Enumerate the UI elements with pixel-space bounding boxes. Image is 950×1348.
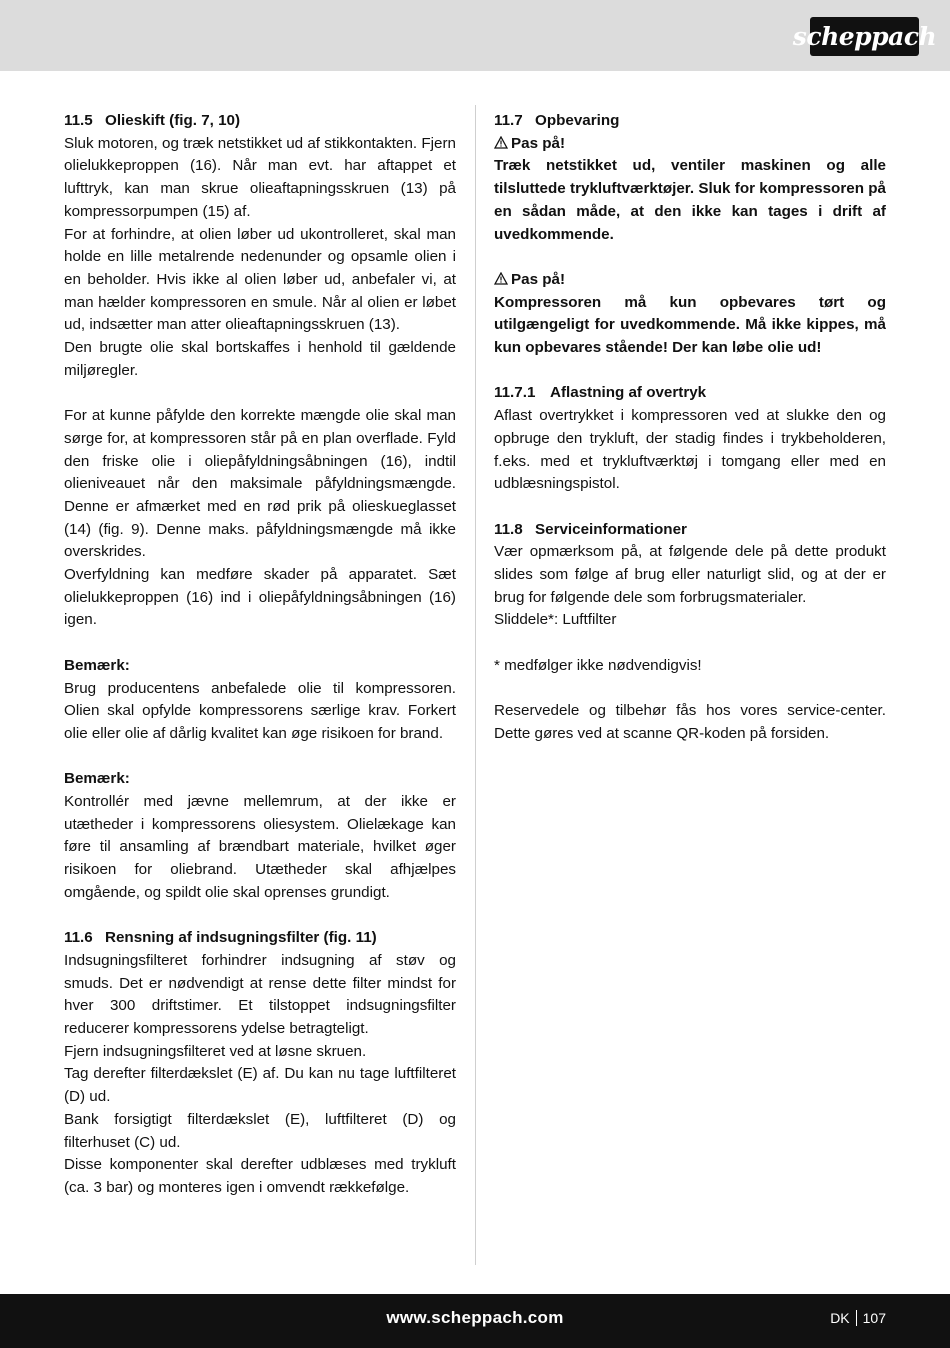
section-number: 11.5: [64, 112, 93, 129]
section-heading-11-7: [494, 110, 886, 133]
paragraph: Indsugningsfilteret forhindrer indsugning af støv og smuds. Det er nødvendigt at rense dette filter mindst for hver 300 driftstimer. Et tilstoppet indsugningsfilter reducerer kompressorens ydelse betragteligt.: [64, 951, 456, 1038]
paragraph: Den brugte olie skal bortskaffes i henhold til gældende miljøregler.: [64, 339, 456, 379]
column-divider: [475, 105, 476, 1265]
paragraph: * medfølger ikke nødvendigvis!: [494, 656, 702, 674]
warning-heading: [494, 133, 886, 156]
section-title: Opbevaring: [535, 112, 620, 129]
paragraph: Overfyldning kan medføre skader på apparatet. Sæt olielukkeproppen (16) ind i oliepåfyldningsåbningen (16) igen.: [64, 566, 456, 629]
paragraph: Reservedele og tilbehør fås hos vores service-center. Dette gøres ved at scanne QR-koden på forsiden.: [494, 702, 886, 742]
paragraph: Tag derefter filterdækslet (E) af. Du kan nu tage luftfilteret (D) ud.: [64, 1065, 456, 1106]
section-title: Olieskift (fig. 7, 10): [105, 112, 241, 129]
note-label: Bemærk:: [64, 656, 130, 674]
warning-text: Træk netstikket ud, ventiler maskinen og alle tilsluttede trykluftværktøjer. Sluk for kompressoren på en sådan måde, at den ikke kan tages i drift af uvedkommende.: [494, 157, 886, 243]
section-heading-11-6: [64, 927, 456, 950]
warning-triangle-icon: [494, 133, 511, 156]
note-text: Brug producentens anbefalede olie til kompressoren. Olien skal opfylde kompressorens særlige krav. Forkert olie eller olie af dårlig kvalitet kan øge risikoen for brand.: [64, 679, 456, 742]
warning-label: Pas på!: [511, 134, 566, 152]
section-number: 11.8: [494, 520, 523, 538]
note-label: Bemærk:: [64, 770, 130, 788]
paragraph: Disse komponenter skal derefter udblæses med trykluft (ca. 3 bar) og monteres igen i omvendt rækkefølge.: [64, 1156, 456, 1196]
section-title: Rensning af indsugningsfilter (fig. 11): [105, 929, 377, 947]
section-title: Serviceinformationer: [535, 520, 687, 538]
website-link[interactable]: www.scheppach.com: [386, 1308, 564, 1327]
paragraph: Sluk motoren, og træk netstikket ud af stikkontakten. Fjern olielukkeproppen (16). Når man evt. har aftappet et lufttryk, kan man skrue olieaftapningsskruen (13) på kompressorpumpen (15) af.: [64, 134, 456, 220]
section-title: Aflastning af overtryk: [550, 384, 707, 402]
page-indicator: [830, 1310, 886, 1326]
brand-logo: [792, 17, 937, 56]
paragraph: Bank forsigtigt filterdækslet (E), luftfilteret (D) og filterhuset (C) ud.: [64, 1110, 456, 1151]
section-heading-11-5: [64, 110, 456, 133]
section-number: 11.6: [64, 929, 93, 947]
section-heading-11-8: [494, 519, 886, 542]
warning-label: Pas på!: [511, 270, 566, 288]
paragraph: Fjern indsugningsfilteret ved at løsne skruen.: [64, 1042, 367, 1060]
logo-text: scheppach: [792, 22, 937, 51]
footer-bar: [0, 1294, 950, 1348]
language-code: DK: [830, 1310, 850, 1326]
warning-triangle-icon: [494, 269, 511, 292]
paragraph: Sliddele*: Luftfilter: [494, 611, 617, 629]
section-heading-11-7-1: [494, 382, 886, 405]
right-column: [494, 110, 886, 746]
section-number: 11.7.1: [494, 384, 536, 402]
paragraph: Aflast overtrykket i kompressoren ved at slukke den og opbruge den trykluft, der stadig findes i trykbeholderen, f.eks. med et trykluftværktøj i tomgang eller med en udblæsningspistol.: [494, 407, 886, 493]
page-number: 107: [862, 1310, 886, 1326]
paragraph: Vær opmærksom på, at følgende dele på dette produkt slides som følge af brug eller naturligt slid, og at der er brug for følgende dele som forbrugsmaterialer.: [494, 543, 886, 606]
note-text: Kontrollér med jævne mellemrum, at der ikke er utætheder i kompressorens oliesystem. Olielækage kan føre til ansamling af brændbart materiale, hvilket øger risikoen for oliebrand. Utætheder skal afhjælpes omgående, og spildt olie skal oprenses grundigt.: [64, 793, 456, 901]
left-column: [64, 110, 456, 1200]
warning-text: Kompressoren må kun opbevares tørt og utilgængeligt for uvedkommende. Må ikke kippes, må kun opbevares stående! Der kan løbe olie ud!: [494, 293, 886, 357]
paragraph: For at kunne påfylde den korrekte mængde olie skal man sørge for, at kompressoren står på en plan overflade. Fyld den friske olie i oliepåfyldningsåbningen (16), indtil olieniveauet når den maksimale påfyldningsmængde. Denne er afmærket med en rød prik på olieskueglasset (14) (fig. 9). Denne maks. påfyldningsmængde må ikke overskrides.: [64, 407, 456, 561]
section-number: 11.7: [494, 112, 523, 129]
separator: [856, 1310, 857, 1326]
paragraph: For at forhindre, at olien løber ud ukontrolleret, skal man holde en lille metalrende nedenunder og opsamle olien i en beholder. Hvis ikke al olien løber ud, anbefaler vi, at man hælder kompressoren en smule. Når al olien er løbet ud, indsætter man atter olieaftapningsskruen (13).: [64, 225, 456, 334]
warning-heading: [494, 269, 886, 292]
